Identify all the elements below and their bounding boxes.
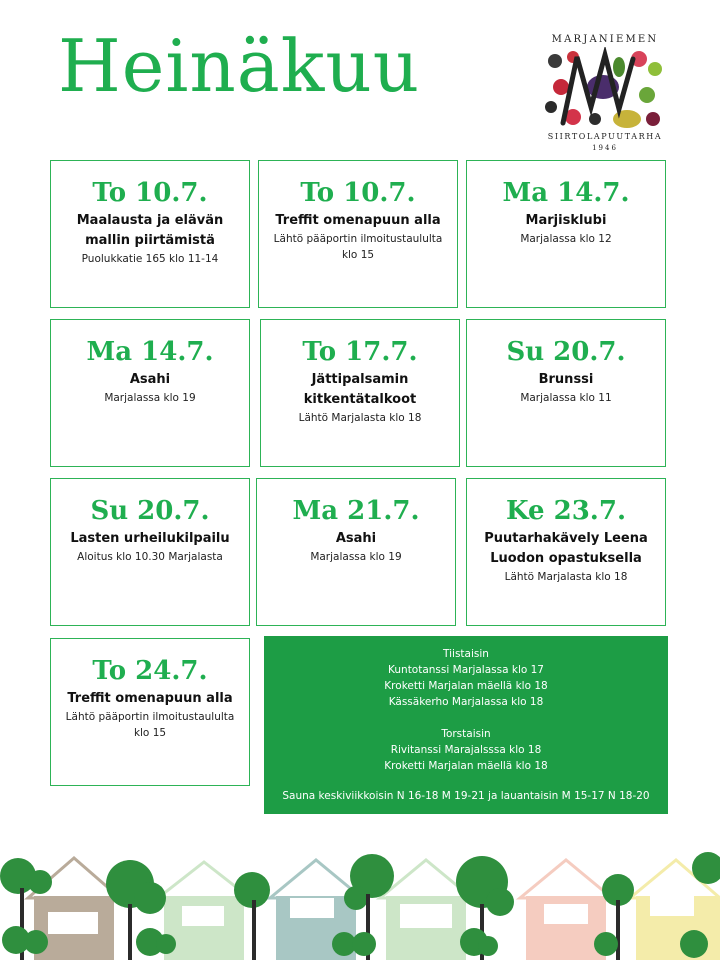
tuesday-heading: Tiistaisin [443,648,489,660]
sauna-schedule: Sauna keskiviikkoisin N 16-18 M 19-21 ja lauantaisin M 15-17 N 18-20 [282,790,650,802]
event-date: Ma 14.7. [86,337,214,367]
logo-top-text: MARJANIEMEN [551,34,659,45]
event-card [50,160,250,308]
event-title: Lasten urheilukilpailu [70,531,230,546]
event-date: To 10.7. [300,178,416,208]
event-detail: Lähtö Marjalasta klo 18 [504,571,628,583]
event-detail: Marjalassa klo 19 [310,551,402,563]
event-title: Brunssi [538,372,594,387]
event-card [260,319,460,467]
event-title: Treffit omenapuun alla [67,691,233,706]
weekly-item: Rivitanssi Marajalsssa klo 18 [390,744,542,756]
event-detail: Marjalassa klo 19 [104,392,196,404]
event-title: Asahi [335,531,377,546]
weekly-activities-panel [264,636,668,814]
event-date: To 10.7. [92,178,208,208]
fruit-illustration-icon [543,47,667,131]
houses-and-trees-illustration [0,838,720,960]
event-detail: Lähtö pääportin ilmoitustaululta klo 15 [273,233,443,261]
event-card [50,319,250,467]
event-title: Jättipalsamin kitkentätalkoot [303,372,417,407]
event-detail: Lähtö Marjalasta klo 18 [298,412,422,424]
event-title: Treffit omenapuun alla [275,213,441,228]
event-detail: Marjalassa klo 11 [520,392,612,404]
event-title: Asahi [129,372,171,387]
event-card [466,160,666,308]
thursday-heading: Torstaisin [441,728,491,740]
event-card [466,478,666,626]
page-title: Heinäkuu [58,24,421,108]
event-date: Ma 21.7. [292,496,420,526]
event-card [258,160,458,308]
event-date: Su 20.7. [90,496,210,526]
event-date: To 17.7. [302,337,418,367]
event-detail: Lähtö pääportin ilmoitustaululta klo 15 [65,711,235,739]
event-detail: Puolukkatie 165 klo 11-14 [81,253,219,265]
event-card [50,638,250,786]
event-detail: Aloitus klo 10.30 Marjalasta [77,551,223,563]
event-title: Marjisklubi [525,213,607,228]
event-date: Ma 14.7. [502,178,630,208]
logo-year: 1946 [592,144,618,152]
event-card [50,478,250,626]
event-date: Ke 23.7. [506,496,626,526]
event-card [256,478,456,626]
event-card [466,319,666,467]
event-date: To 24.7. [92,656,208,686]
logo-bottom-text: SIIRTOLAPUUTARHA [547,132,663,141]
association-logo [540,34,670,156]
weekly-item: Kässäkerho Marjalassa klo 18 [388,696,544,708]
weekly-item: Kroketti Marjalan mäellä klo 18 [384,680,548,692]
event-date: Su 20.7. [506,337,626,367]
event-title: Puutarhakävely Leena Luodon opastuksella [484,531,648,566]
weekly-item: Kuntotanssi Marjalassa klo 17 [388,664,544,676]
event-title: Maalausta ja elävän mallin piirtämistä [76,213,224,248]
event-detail: Marjalassa klo 12 [520,233,612,245]
weekly-item: Kroketti Marjalan mäellä klo 18 [384,760,548,772]
